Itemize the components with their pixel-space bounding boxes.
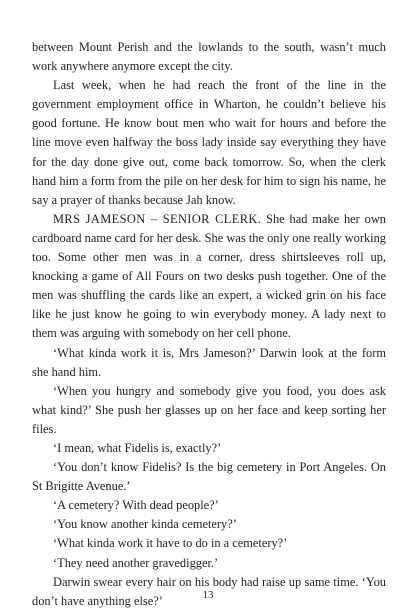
paragraph: Last week, when he had reach the front of the line in the government employment office in Wharton, he couldn’t believe his good fortune. He know bout men who wait for hours and before the line move even halfway the boss lady inside say everything they have for the day done give out, come back tomorrow. So, when the clerk hand him a form from the pile on her desk for him to sign his name, he say a prayer of thanks because Jah know.: [32, 78, 386, 207]
paragraph: ‘What kinda work it is, Mrs Jameson?’ Darwin look at the form she hand him.: [32, 345, 386, 379]
paragraph: between Mount Perish and the lowlands to the south, wasn’t much work anywhere anymore except the city.: [32, 40, 386, 74]
name-card-text: MRS JAMESON – SENIOR CLERK.: [53, 211, 262, 226]
page-number: 13: [202, 589, 214, 601]
paragraph: ‘You don’t know Fidelis? Is the big cemetery in Port Angeles. On St Brigitte Avenue.’: [32, 460, 386, 494]
body-text: [32, 38, 386, 611]
paragraph: Darwin swear every hair on his body had raise up same time. ‘You don’t have anything else?’: [32, 574, 386, 608]
paragraph: [32, 210, 386, 344]
paragraph: ‘A cemetery? With dead people?’: [53, 498, 219, 513]
paragraph: ‘When you hungry and somebody give you food, you does ask what kind?’ She push her glasses up on her face and keep sorting her files.: [32, 383, 386, 436]
paragraph: ‘You know another kinda cemetery?’: [53, 517, 237, 532]
paragraph: ‘They need another gravedigger.’: [53, 555, 219, 570]
paragraph: ‘I mean, what Fidelis is, exactly?’: [53, 440, 222, 455]
paragraph: ‘What kinda work it have to do in a cemetery?’: [53, 536, 288, 551]
paragraph-rest: She had make her own cardboard name card for her desk. She was the only one really working too. Some other men was in a corner, dress shirtsleeves roll up, knocking a game of All Fours on two desks push together. One of the men was shuffling the cards like an expert, a wicked grin on his face like he just know he going to win everybody money. A lady next to them was arguing with somebody on her cell phone.: [32, 211, 386, 341]
